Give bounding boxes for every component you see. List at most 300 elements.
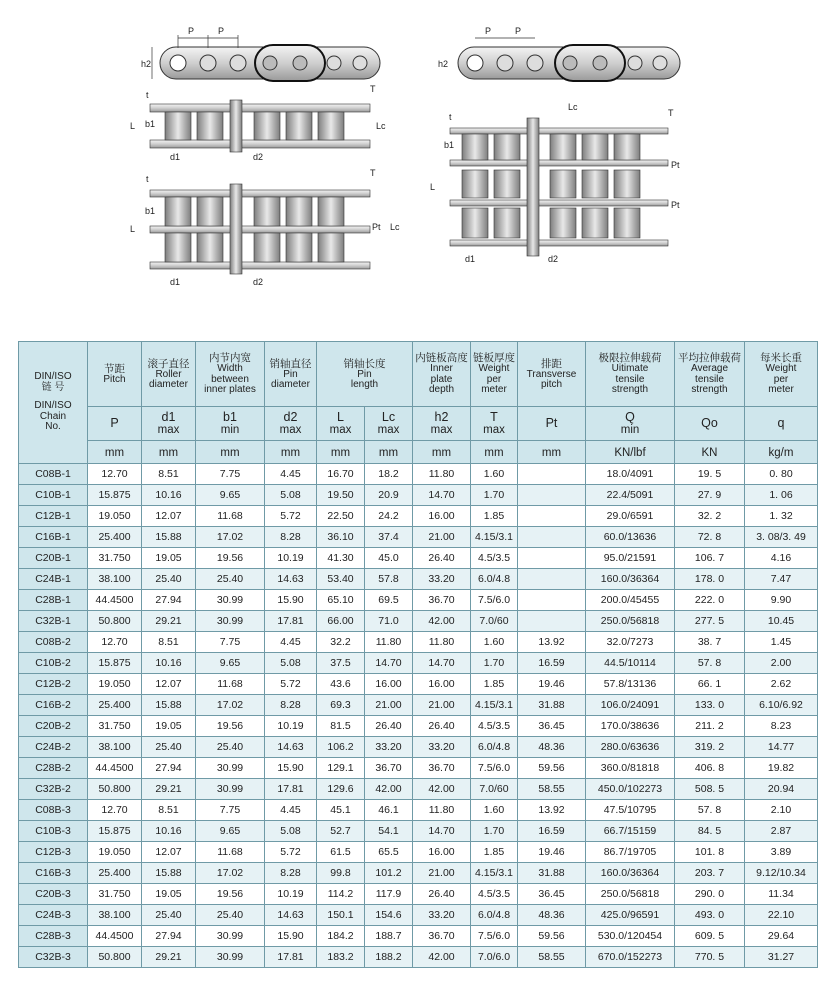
table-cell: 106.2: [317, 737, 365, 758]
table-cell: 14.63: [265, 737, 317, 758]
table-row: [19, 548, 818, 569]
table-cell: 18.0/4091: [586, 464, 675, 485]
chain-number-cell: C28B-3: [19, 926, 88, 947]
table-cell: 25.400: [88, 527, 142, 548]
table-row: [19, 884, 818, 905]
table-cell: 450.0/102273: [586, 779, 675, 800]
table-cell: 17.81: [265, 947, 317, 968]
table-cell: 160.0/36364: [586, 569, 675, 590]
chain-number-cell: C10B-3: [19, 821, 88, 842]
chain-number-cell: C28B-1: [19, 590, 88, 611]
table-cell: 1.60: [471, 632, 518, 653]
table-cell: 154.6: [365, 905, 413, 926]
table-cell: 58.55: [518, 947, 586, 968]
table-cell: 14.70: [413, 821, 471, 842]
table-row: [19, 527, 818, 548]
header-pitch: 节距 Pitch: [88, 342, 142, 407]
table-cell: 27. 9: [675, 485, 745, 506]
table-cell: 27.94: [142, 590, 196, 611]
unit-Q: KN/lbf: [586, 441, 675, 464]
table-cell: 46.1: [365, 800, 413, 821]
table-cell: 54.1: [365, 821, 413, 842]
table-cell: 29.21: [142, 611, 196, 632]
table-cell: 10.19: [265, 884, 317, 905]
table-row: [19, 653, 818, 674]
table-cell: 9.65: [196, 821, 265, 842]
table-cell: 15.875: [88, 653, 142, 674]
table-cell: 7.75: [196, 800, 265, 821]
table-cell: 99.8: [317, 863, 365, 884]
table-cell: 11.68: [196, 674, 265, 695]
table-cell: 29.64: [745, 926, 818, 947]
table-cell: 29.21: [142, 779, 196, 800]
table-cell: 6.0/4.8: [471, 569, 518, 590]
table-cell: 11.68: [196, 506, 265, 527]
table-cell: 31.750: [88, 716, 142, 737]
table-cell: 609. 5: [675, 926, 745, 947]
label-P-3: P: [485, 26, 492, 36]
table-cell: 58.55: [518, 779, 586, 800]
table-cell: 17.81: [265, 611, 317, 632]
table-cell: 15.875: [88, 485, 142, 506]
table-cell: 12.70: [88, 632, 142, 653]
table-cell: 1.70: [471, 821, 518, 842]
table-cell: 1.85: [471, 506, 518, 527]
table-cell: 8.28: [265, 695, 317, 716]
table-cell: 1.70: [471, 485, 518, 506]
label-d2-3: d2: [548, 254, 559, 264]
sym-d1: d1 max: [142, 407, 196, 441]
table-cell: 101.2: [365, 863, 413, 884]
table-cell: 2.10: [745, 800, 818, 821]
table-cell: 203. 7: [675, 863, 745, 884]
table-row: [19, 821, 818, 842]
header-roller: 滚子直径 Roller diameter: [142, 342, 196, 407]
chain-number-cell: C16B-1: [19, 527, 88, 548]
table-cell: 57. 8: [675, 800, 745, 821]
table-cell: 360.0/81818: [586, 758, 675, 779]
table-cell: 16.00: [413, 506, 471, 527]
chain-number-cell: C20B-3: [19, 884, 88, 905]
label-Lc-2: Lc: [390, 222, 400, 232]
table-cell: 12.07: [142, 842, 196, 863]
table-cell: 1.60: [471, 464, 518, 485]
table-cell: 250.0/56818: [586, 611, 675, 632]
table-cell: 57. 8: [675, 653, 745, 674]
header-transverse: 排距 Transverse pitch: [518, 342, 586, 407]
table-cell: 19. 5: [675, 464, 745, 485]
table-cell: 36.70: [413, 758, 471, 779]
table-cell: 11.68: [196, 842, 265, 863]
table-cell: 4.15/3.1: [471, 863, 518, 884]
table-cell: 4.15/3.1: [471, 695, 518, 716]
table-cell: 17.02: [196, 695, 265, 716]
table-cell: 26.40: [365, 716, 413, 737]
label-Pt-1: Pt: [372, 222, 381, 232]
table-cell: 31.88: [518, 695, 586, 716]
table-cell: 36.10: [317, 527, 365, 548]
table-cell: 30.99: [196, 779, 265, 800]
table-cell: 72. 8: [675, 527, 745, 548]
table-cell: 117.9: [365, 884, 413, 905]
table-cell: 61.5: [317, 842, 365, 863]
table-cell: 15.88: [142, 527, 196, 548]
chain-number-cell: C12B-2: [19, 674, 88, 695]
label-h2-2: h2: [438, 59, 449, 69]
table-cell: 71.0: [365, 611, 413, 632]
unit-Lc: mm: [365, 441, 413, 464]
table-cell: 170.0/38636: [586, 716, 675, 737]
label-Lc-1: Lc: [376, 121, 386, 131]
table-cell: 7.5/6.0: [471, 590, 518, 611]
table-cell: 30.99: [196, 590, 265, 611]
table-cell: 530.0/120454: [586, 926, 675, 947]
table-cell: 44.5/10114: [586, 653, 675, 674]
table-cell: 31.750: [88, 548, 142, 569]
table-cell: 200.0/45455: [586, 590, 675, 611]
table-row: [19, 632, 818, 653]
table-cell: 15.88: [142, 863, 196, 884]
table-cell: 15.875: [88, 821, 142, 842]
table-cell: 22.50: [317, 506, 365, 527]
table-cell: 86.7/19705: [586, 842, 675, 863]
table-cell: 32.0/7273: [586, 632, 675, 653]
table-cell: 42.00: [413, 611, 471, 632]
chain-number-cell: C24B-2: [19, 737, 88, 758]
table-cell: 11.80: [413, 800, 471, 821]
unit-Pt: mm: [518, 441, 586, 464]
table-cell: 8.23: [745, 716, 818, 737]
header-plate-depth: 内链板高度 Inner plate depth: [413, 342, 471, 407]
table-cell: 9.65: [196, 653, 265, 674]
table-cell: 31.88: [518, 863, 586, 884]
table-cell: 19.82: [745, 758, 818, 779]
table-cell: 114.2: [317, 884, 365, 905]
table-cell: 45.1: [317, 800, 365, 821]
table-cell: 5.08: [265, 485, 317, 506]
table-cell: 19.56: [196, 716, 265, 737]
table-cell: 7.0/6.0: [471, 947, 518, 968]
table-cell: [518, 464, 586, 485]
table-cell: 84. 5: [675, 821, 745, 842]
chain-number-cell: C24B-1: [19, 569, 88, 590]
table-cell: 184.2: [317, 926, 365, 947]
table-cell: 7.47: [745, 569, 818, 590]
table-cell: 16.00: [365, 674, 413, 695]
label-L-3: L: [430, 182, 436, 192]
header-weight: 每米长重 Weight per meter: [745, 342, 818, 407]
side-view-right: [438, 26, 680, 81]
label-d2-1: d2: [253, 152, 264, 162]
table-cell: 69.5: [365, 590, 413, 611]
unit-pin-d: mm: [265, 441, 317, 464]
table-row: [19, 863, 818, 884]
table-cell: 1.85: [471, 842, 518, 863]
table-cell: 5.08: [265, 821, 317, 842]
table-cell: 2.87: [745, 821, 818, 842]
table-cell: 29.21: [142, 947, 196, 968]
table-cell: 21.00: [413, 863, 471, 884]
table-cell: 59.56: [518, 926, 586, 947]
table-cell: 10.16: [142, 821, 196, 842]
table-cell: 37.5: [317, 653, 365, 674]
table-row: [19, 737, 818, 758]
table-row: [19, 485, 818, 506]
sym-P: P: [88, 407, 142, 441]
table-cell: 9.12/10.34: [745, 863, 818, 884]
table-cell: 30.99: [196, 947, 265, 968]
table-cell: 50.800: [88, 779, 142, 800]
table-cell: [518, 590, 586, 611]
table-cell: 1.60: [471, 800, 518, 821]
chain-number-cell: C32B-3: [19, 947, 88, 968]
chain-drawings: [0, 0, 820, 300]
table-cell: 14.70: [413, 653, 471, 674]
table-cell: 37.4: [365, 527, 413, 548]
table-cell: 44.4500: [88, 758, 142, 779]
table-cell: 66.7/15159: [586, 821, 675, 842]
table-cell: 5.72: [265, 842, 317, 863]
duplex-top-view: [130, 168, 400, 287]
header-ultimate: 极限拉伸载荷 Uitimate tensile strength: [586, 342, 675, 407]
table-cell: 1. 32: [745, 506, 818, 527]
table-cell: 42.00: [413, 947, 471, 968]
sym-Lc: Lc max: [365, 407, 413, 441]
table-cell: [518, 569, 586, 590]
table-cell: 22.10: [745, 905, 818, 926]
table-cell: 493. 0: [675, 905, 745, 926]
table-row: [19, 716, 818, 737]
table-cell: 7.75: [196, 632, 265, 653]
table-cell: 19.46: [518, 842, 586, 863]
table-cell: 20.9: [365, 485, 413, 506]
table-cell: 36.70: [413, 590, 471, 611]
table-row: [19, 905, 818, 926]
table-cell: 25.40: [142, 569, 196, 590]
table-cell: 14.70: [413, 485, 471, 506]
table-cell: 27.94: [142, 926, 196, 947]
chain-number-cell: C20B-2: [19, 716, 88, 737]
table-row: [19, 947, 818, 968]
table-body: [19, 464, 818, 968]
table-cell: 19.05: [142, 716, 196, 737]
table-cell: 1.45: [745, 632, 818, 653]
table-cell: 26.40: [413, 548, 471, 569]
table-cell: 129.1: [317, 758, 365, 779]
table-cell: 38.100: [88, 569, 142, 590]
table-cell: 19.050: [88, 842, 142, 863]
table-cell: 7.5/6.0: [471, 758, 518, 779]
sym-L: L max: [317, 407, 365, 441]
side-view-left: [141, 26, 380, 81]
table-cell: 13.92: [518, 632, 586, 653]
table-cell: 38.100: [88, 737, 142, 758]
label-d1-1: d1: [170, 152, 181, 162]
table-cell: 6.10/6.92: [745, 695, 818, 716]
chain-number-cell: C10B-1: [19, 485, 88, 506]
sym-Pt: Pt: [518, 407, 586, 441]
table-cell: 2.62: [745, 674, 818, 695]
table-cell: 22.4/5091: [586, 485, 675, 506]
label-T-3: T: [668, 108, 674, 118]
unit-T: mm: [471, 441, 518, 464]
table-cell: 26.40: [413, 884, 471, 905]
table-cell: 10.19: [265, 716, 317, 737]
table-cell: 6.0/4.8: [471, 905, 518, 926]
table-cell: 16.59: [518, 653, 586, 674]
sym-h2: h2 max: [413, 407, 471, 441]
table-cell: 15.88: [142, 695, 196, 716]
label-b1-2: b1: [145, 206, 156, 216]
table-cell: 42.00: [413, 779, 471, 800]
table-cell: 4.45: [265, 632, 317, 653]
table-cell: 13.92: [518, 800, 586, 821]
table-cell: 1.85: [471, 674, 518, 695]
table-cell: 33.20: [413, 905, 471, 926]
table-cell: 5.08: [265, 653, 317, 674]
header-plate-thickness: 链板厚度 Weight per meter: [471, 342, 518, 407]
table-cell: 15.90: [265, 926, 317, 947]
table-cell: 57.8/13136: [586, 674, 675, 695]
table-cell: 9.90: [745, 590, 818, 611]
table-cell: 4.5/3.5: [471, 716, 518, 737]
table-cell: 32.2: [317, 632, 365, 653]
table-cell: [518, 485, 586, 506]
sym-q: q: [745, 407, 818, 441]
table-cell: 211. 2: [675, 716, 745, 737]
unit-q: kg/m: [745, 441, 818, 464]
label-d1-2: d1: [170, 277, 181, 287]
table-cell: 44.4500: [88, 590, 142, 611]
table-cell: 26.40: [413, 716, 471, 737]
table-cell: 31.750: [88, 884, 142, 905]
chain-spec-table: [18, 341, 818, 968]
table-cell: [518, 527, 586, 548]
unit-pitch: mm: [88, 441, 142, 464]
header-pin-diameter: 销轴直径 Pin diameter: [265, 342, 317, 407]
table-cell: 7.0/60: [471, 611, 518, 632]
table-cell: 38.100: [88, 905, 142, 926]
table-cell: 150.1: [317, 905, 365, 926]
table-cell: 33.20: [365, 737, 413, 758]
table-cell: 133. 0: [675, 695, 745, 716]
table-cell: 106.0/24091: [586, 695, 675, 716]
table-cell: 33.20: [413, 737, 471, 758]
table-cell: 15.90: [265, 590, 317, 611]
table-cell: 31.27: [745, 947, 818, 968]
table-cell: 5.72: [265, 674, 317, 695]
table-cell: 106. 7: [675, 548, 745, 569]
table-cell: 17.81: [265, 779, 317, 800]
table-cell: 57.8: [365, 569, 413, 590]
header-chain-no-zh: DIN/ISO 链 号: [34, 371, 72, 393]
table-row: [19, 464, 818, 485]
table-cell: 19.46: [518, 674, 586, 695]
label-d1-3: d1: [465, 254, 476, 264]
chain-number-cell: C20B-1: [19, 548, 88, 569]
table-cell: 81.5: [317, 716, 365, 737]
table-cell: 15.90: [265, 758, 317, 779]
chain-number-cell: C16B-2: [19, 695, 88, 716]
table-cell: 53.40: [317, 569, 365, 590]
table-cell: 0. 80: [745, 464, 818, 485]
table-cell: 4.5/3.5: [471, 884, 518, 905]
table-cell: 160.0/36364: [586, 863, 675, 884]
table-cell: 21.00: [413, 695, 471, 716]
table-cell: 770. 5: [675, 947, 745, 968]
table-cell: [518, 548, 586, 569]
label-b1-3: b1: [444, 140, 455, 150]
table-cell: 8.51: [142, 464, 196, 485]
table-cell: 52.7: [317, 821, 365, 842]
table-cell: 19.05: [142, 884, 196, 905]
table-cell: 4.16: [745, 548, 818, 569]
table-cell: 18.2: [365, 464, 413, 485]
table-cell: 60.0/13636: [586, 527, 675, 548]
table-cell: 8.28: [265, 527, 317, 548]
table-row: [19, 779, 818, 800]
table-cell: 10.16: [142, 653, 196, 674]
table-row: [19, 842, 818, 863]
table-cell: 25.40: [142, 905, 196, 926]
table-cell: 21.00: [365, 695, 413, 716]
table-cell: 69.3: [317, 695, 365, 716]
table-cell: 290. 0: [675, 884, 745, 905]
table-row: [19, 758, 818, 779]
table-cell: 36.70: [365, 758, 413, 779]
table-cell: 7.0/60: [471, 779, 518, 800]
chain-number-cell: C32B-1: [19, 611, 88, 632]
table-cell: 12.70: [88, 464, 142, 485]
table-cell: 24.2: [365, 506, 413, 527]
table-cell: 42.00: [365, 779, 413, 800]
table-cell: 14.63: [265, 569, 317, 590]
table-cell: 129.6: [317, 779, 365, 800]
table-cell: 5.72: [265, 506, 317, 527]
table-cell: 33.20: [413, 569, 471, 590]
header-chain-no-en: DIN/ISO Chain No.: [34, 400, 72, 433]
table-cell: 29.0/6591: [586, 506, 675, 527]
label-Pt-2: Pt: [671, 160, 680, 170]
table-cell: 319. 2: [675, 737, 745, 758]
chain-number-cell: C08B-3: [19, 800, 88, 821]
chain-number-cell: C10B-2: [19, 653, 88, 674]
table-cell: 1. 06: [745, 485, 818, 506]
unit-L: mm: [317, 441, 365, 464]
header-average: 平均拉伸载荷 Average tensile strength: [675, 342, 745, 407]
table-cell: 2.00: [745, 653, 818, 674]
table-cell: 19.50: [317, 485, 365, 506]
table-cell: 11.80: [413, 632, 471, 653]
sym-Q: Q min: [586, 407, 675, 441]
table-cell: 1.70: [471, 653, 518, 674]
table-cell: 19.56: [196, 548, 265, 569]
table-cell: 11.34: [745, 884, 818, 905]
unit-h2: mm: [413, 441, 471, 464]
chain-number-cell: C16B-3: [19, 863, 88, 884]
chain-number-cell: C08B-2: [19, 632, 88, 653]
table-cell: 188.7: [365, 926, 413, 947]
label-P-4: P: [515, 26, 522, 36]
label-Lc-3: Lc: [568, 102, 578, 112]
table-cell: 17.02: [196, 863, 265, 884]
table-cell: 25.40: [196, 905, 265, 926]
table-cell: 7.5/6.0: [471, 926, 518, 947]
table-cell: [518, 506, 586, 527]
table-cell: 8.51: [142, 800, 196, 821]
table-cell: 4.45: [265, 800, 317, 821]
table-cell: 59.56: [518, 758, 586, 779]
